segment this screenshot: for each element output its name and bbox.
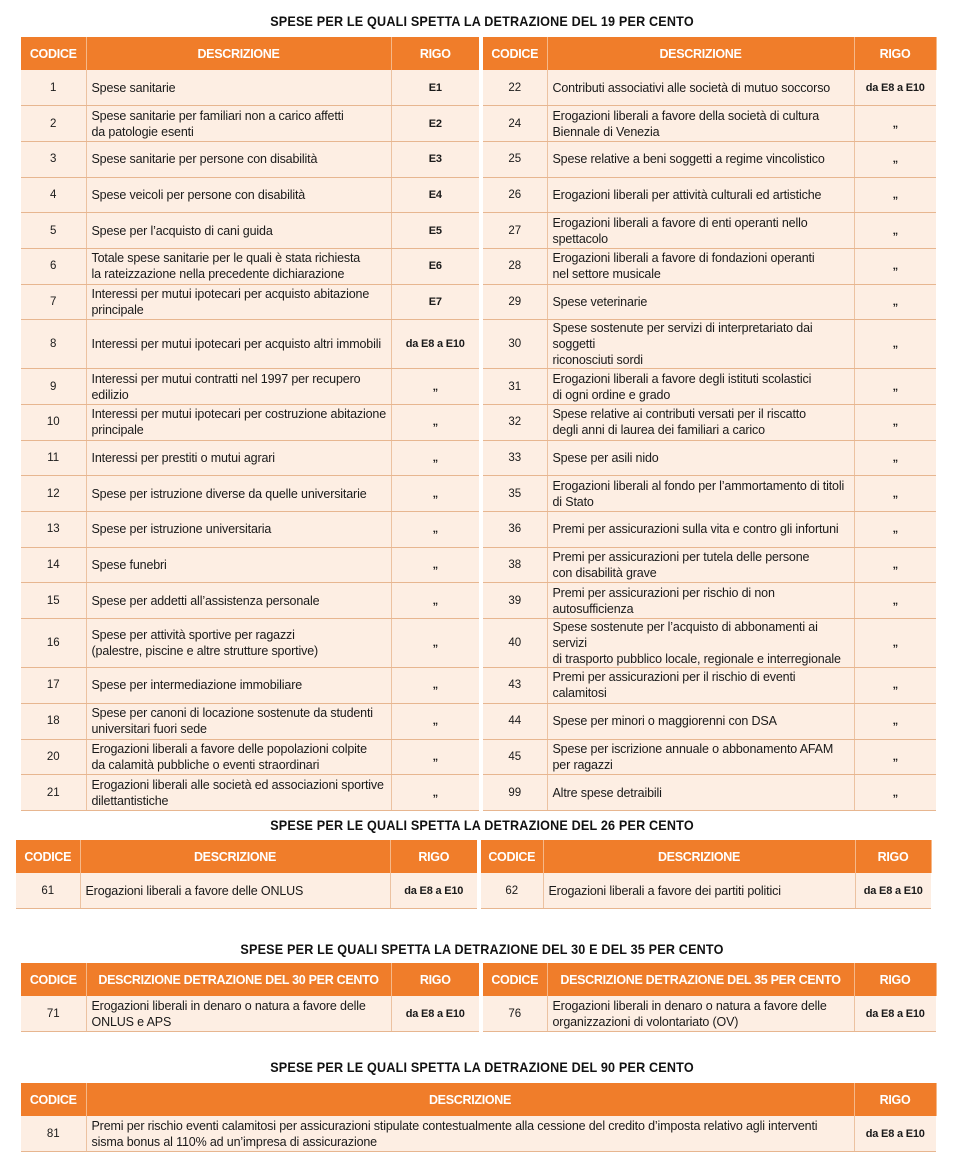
row-code: 43	[481, 668, 547, 704]
row-rigo: „	[391, 668, 481, 704]
table-row	[21, 1116, 936, 1152]
row-rigo: „	[854, 775, 936, 811]
header-descrizione: DESCRIZIONE	[86, 37, 391, 70]
desc-line: Spese per minori o maggiorenni con DSA	[552, 714, 777, 729]
row-code: 20	[21, 739, 86, 775]
desc-line: Spese sostenute per servizi di interpretariato dai soggetti	[552, 321, 813, 352]
desc-line: Spese per attività sportive per ragazzi	[91, 628, 295, 643]
row-code: 24	[481, 106, 547, 142]
header-descrizione: DESCRIZIONE	[80, 840, 390, 873]
row-rigo: „	[391, 405, 481, 441]
header-codice: CODICE	[481, 37, 547, 70]
table-row	[21, 668, 936, 704]
desc-line: (palestre, piscine e altre strutture sportive)	[91, 644, 319, 659]
row-code: 44	[481, 703, 547, 739]
desc-line: la rateizzazione nella precedente dichiarazione	[91, 267, 345, 282]
desc-line: Interessi per mutui ipotecari per acquisto altri immobili	[91, 337, 381, 352]
desc-line: universitari fuori sede	[91, 722, 207, 737]
row-code: 10	[21, 405, 86, 441]
row-description	[86, 1116, 854, 1152]
row-rigo: da E8 a E10	[854, 1116, 936, 1152]
row-code: 36	[481, 512, 547, 548]
row-description	[547, 547, 854, 583]
row-description	[547, 248, 854, 284]
row-rigo: „	[854, 405, 936, 441]
row-rigo: „	[854, 213, 936, 249]
desc-line: Interessi per mutui ipotecari per acquisto abitazione	[91, 286, 370, 301]
row-code: 26	[481, 177, 547, 213]
desc-line: Totale spese sanitarie per le quali è stata richiesta	[91, 251, 361, 266]
row-code: 39	[481, 583, 547, 619]
header-rigo: RIGO	[854, 37, 936, 70]
row-code: 29	[481, 284, 547, 320]
row-rigo: E5	[391, 213, 481, 249]
row-code: 71	[21, 996, 86, 1032]
desc-line: Premi per assicurazioni per il rischio di eventi calamitosi	[552, 670, 796, 701]
row-code: 33	[481, 440, 547, 476]
row-description	[86, 141, 391, 177]
row-code: 3	[21, 141, 86, 177]
table-row	[21, 213, 936, 249]
row-description: Erogazioni liberali a favore delle ONLUS	[80, 873, 390, 909]
desc-line: Premi per assicurazioni per tutela delle persone	[552, 550, 810, 565]
row-rigo: „	[854, 583, 936, 619]
header-descrizione-35: DESCRIZIONE DETRAZIONE DEL 35 PER CENTO	[547, 963, 854, 996]
desc-line: Erogazioni liberali in denaro o natura a favore delle	[91, 998, 366, 1013]
row-description	[86, 996, 391, 1032]
row-description	[547, 476, 854, 512]
row-description	[86, 547, 391, 583]
desc-line: Erogazioni liberali a favore della società di cultura	[552, 108, 820, 123]
row-description	[86, 619, 391, 668]
table-row	[21, 583, 936, 619]
desc-line: per ragazzi	[552, 757, 613, 772]
row-code: 61	[16, 873, 80, 909]
row-rigo: „	[854, 476, 936, 512]
row-code: 38	[481, 547, 547, 583]
row-description	[86, 106, 391, 142]
header-descrizione: DESCRIZIONE	[86, 1083, 854, 1116]
row-rigo: „	[854, 320, 936, 369]
row-rigo: „	[391, 440, 481, 476]
desc-line: Spese per istruzione diverse da quelle universitarie	[91, 486, 367, 501]
table-row	[21, 70, 936, 106]
row-code: 15	[21, 583, 86, 619]
desc-line: Interessi per prestiti o mutui agrari	[91, 451, 275, 466]
row-code: 99	[481, 775, 547, 811]
desc-line: Erogazioni liberali al fondo per l’ammortamento di titoli	[552, 478, 845, 493]
row-description	[547, 369, 854, 405]
section-90-title: SPESE PER LE QUALI SPETTA LA DETRAZIONE DEL 90 PER CENTO	[270, 1059, 694, 1075]
row-code: 28	[481, 248, 547, 284]
desc-line: dilettantistiche	[91, 793, 169, 808]
desc-line: Spese sanitarie per persone con disabilità	[91, 152, 318, 167]
row-code: 76	[481, 996, 547, 1032]
desc-line: Spese per asili nido	[552, 451, 659, 466]
row-rigo: „	[854, 248, 936, 284]
row-rigo: „	[391, 476, 481, 512]
desc-line: Erogazioni liberali alle società ed associazioni sportive	[91, 777, 384, 792]
table-90	[21, 1083, 937, 1152]
row-rigo: „	[391, 583, 481, 619]
desc-line: Spese per addetti all’assistenza personale	[91, 593, 320, 608]
row-description	[547, 619, 854, 668]
row-code: 25	[481, 141, 547, 177]
desc-line: Spese per intermediazione immobiliare	[91, 678, 303, 693]
row-rigo: da E8 a E10	[390, 873, 479, 909]
table-row	[21, 619, 936, 668]
row-code: 2	[21, 106, 86, 142]
desc-line: Spese veicoli per persone con disabilità	[91, 187, 306, 202]
section-30-35-title: SPESE PER LE QUALI SPETTA LA DETRAZIONE DEL 30 E DEL 35 PER CENTO	[240, 941, 724, 957]
section-19-title: SPESE PER LE QUALI SPETTA LA DETRAZIONE DEL 19 PER CENTO	[270, 13, 694, 29]
header-rigo: RIGO	[854, 963, 936, 996]
table-19	[21, 37, 937, 811]
desc-line: principale	[91, 302, 144, 317]
row-description	[86, 213, 391, 249]
row-rigo: da E8 a E10	[855, 873, 931, 909]
row-code: 16	[21, 619, 86, 668]
desc-line: principale	[91, 423, 144, 438]
row-rigo: „	[854, 177, 936, 213]
row-description	[86, 512, 391, 548]
table-row	[16, 873, 931, 909]
table-row	[21, 405, 936, 441]
row-rigo: „	[391, 775, 481, 811]
desc-line: Erogazioni liberali a favore di fondazioni operanti	[552, 251, 815, 266]
desc-line: Spese relative a beni soggetti a regime vincolistico	[552, 152, 825, 167]
row-code: 9	[21, 369, 86, 405]
row-rigo: „	[854, 739, 936, 775]
row-code: 13	[21, 512, 86, 548]
desc-line: da calamità pubbliche o eventi straordinari	[91, 757, 320, 772]
table-row	[21, 775, 936, 811]
row-rigo: E4	[391, 177, 481, 213]
row-description	[547, 703, 854, 739]
desc-line: Premi per assicurazioni sulla vita e contro gli infortuni	[552, 522, 839, 537]
row-description	[547, 440, 854, 476]
desc-line: Spese veterinarie	[552, 294, 648, 309]
row-code: 30	[481, 320, 547, 369]
row-description	[86, 476, 391, 512]
desc-line: Spese sanitarie per familiari non a carico affetti	[91, 108, 344, 123]
row-description	[547, 177, 854, 213]
row-description	[86, 70, 391, 106]
row-code: 18	[21, 703, 86, 739]
table-row	[21, 739, 936, 775]
header-rigo: RIGO	[855, 840, 931, 873]
row-rigo: „	[854, 284, 936, 320]
row-rigo: E6	[391, 248, 481, 284]
desc-line: di ogni ordine e grado	[552, 387, 671, 402]
table-row	[21, 512, 936, 548]
table-row	[21, 703, 936, 739]
desc-line: Spese per istruzione universitaria	[91, 522, 272, 537]
row-rigo: „	[391, 547, 481, 583]
header-rigo: RIGO	[390, 840, 479, 873]
row-rigo: E7	[391, 284, 481, 320]
header-codice: CODICE	[21, 1083, 86, 1116]
table-row	[21, 177, 936, 213]
desc-line: Interessi per mutui ipotecari per costruzione abitazione	[91, 407, 387, 422]
row-description	[547, 141, 854, 177]
row-description	[86, 177, 391, 213]
row-code: 22	[481, 70, 547, 106]
desc-line: di trasporto pubblico locale, regionale e interregionale	[552, 652, 841, 667]
desc-line: organizzazioni di volontariato (OV)	[552, 1014, 739, 1029]
row-rigo: „	[854, 440, 936, 476]
row-code: 32	[481, 405, 547, 441]
header-codice: CODICE	[479, 840, 543, 873]
header-codice: CODICE	[21, 37, 86, 70]
row-code: 35	[481, 476, 547, 512]
row-code: 6	[21, 248, 86, 284]
row-description	[547, 512, 854, 548]
row-description: Erogazioni liberali a favore dei partiti politici	[543, 873, 855, 909]
row-rigo: „	[854, 668, 936, 704]
table-row	[21, 996, 936, 1032]
row-code: 12	[21, 476, 86, 512]
row-description	[547, 996, 854, 1032]
row-description	[547, 106, 854, 142]
desc-line: Premi per assicurazioni per rischio di non autosufficienza	[552, 585, 775, 616]
row-rigo: „	[854, 619, 936, 668]
row-code: 27	[481, 213, 547, 249]
desc-line: Spese sostenute per l’acquisto di abbonamenti ai servizi	[552, 620, 818, 651]
row-rigo: „	[391, 369, 481, 405]
row-description	[547, 284, 854, 320]
row-code: 8	[21, 320, 86, 369]
row-code: 62	[479, 873, 543, 909]
header-codice: CODICE	[481, 963, 547, 996]
header-rigo: RIGO	[391, 963, 481, 996]
row-rigo: „	[854, 512, 936, 548]
row-description	[547, 668, 854, 704]
table-26	[16, 840, 932, 909]
row-rigo: „	[854, 703, 936, 739]
desc-line: degli anni di laurea dei familiari a carico	[552, 423, 765, 438]
row-description	[86, 320, 391, 369]
table-row	[21, 248, 936, 284]
desc-line: con disabilità grave	[552, 566, 657, 581]
header-descrizione-30: DESCRIZIONE DETRAZIONE DEL 30 PER CENTO	[86, 963, 391, 996]
desc-line: Premi per rischio eventi calamitosi per assicurazioni stipulate contestualmente alla cessione del credito d’imposta relativo agli interventi	[91, 1118, 818, 1133]
header-descrizione: DESCRIZIONE	[543, 840, 855, 873]
desc-line: ONLUS e APS	[91, 1014, 172, 1029]
row-rigo: „	[854, 106, 936, 142]
row-code: 17	[21, 668, 86, 704]
desc-line: Erogazioni liberali a favore di enti operanti nello spettacolo	[552, 215, 808, 246]
row-rigo: da E8 a E10	[854, 70, 936, 106]
row-description	[547, 405, 854, 441]
row-code: 31	[481, 369, 547, 405]
row-rigo: „	[391, 512, 481, 548]
desc-line: Contributi associativi alle società di mutuo soccorso	[552, 80, 831, 95]
row-code: 40	[481, 619, 547, 668]
header-codice: CODICE	[21, 963, 86, 996]
desc-line: Erogazioni liberali in denaro o natura a favore delle	[552, 998, 827, 1013]
desc-line: Altre spese detraibili	[552, 785, 662, 800]
desc-line: Spese sanitarie	[91, 80, 176, 95]
table-row	[21, 141, 936, 177]
header-rigo: RIGO	[391, 37, 481, 70]
desc-line: Spese relative ai contributi versati per il riscatto	[552, 407, 806, 422]
table-row	[21, 369, 936, 405]
desc-line: Spese per canoni di locazione sostenute da studenti	[91, 706, 373, 721]
row-rigo: da E8 a E10	[391, 996, 481, 1032]
table-row	[21, 547, 936, 583]
row-description	[86, 440, 391, 476]
table-30-35	[21, 963, 937, 1032]
row-description	[86, 284, 391, 320]
row-rigo: da E8 a E10	[854, 996, 936, 1032]
desc-line: da patologie esenti	[91, 124, 194, 139]
desc-line: nel settore musicale	[552, 267, 661, 282]
row-description	[86, 248, 391, 284]
row-description	[86, 703, 391, 739]
row-code: 21	[21, 775, 86, 811]
row-rigo: E2	[391, 106, 481, 142]
table-row	[21, 476, 936, 512]
desc-line: Spese funebri	[91, 558, 167, 573]
desc-line: Erogazioni liberali per attività culturali ed artistiche	[552, 187, 822, 202]
row-code: 45	[481, 739, 547, 775]
row-code: 1	[21, 70, 86, 106]
row-description	[86, 369, 391, 405]
table-row	[21, 284, 936, 320]
row-description	[547, 739, 854, 775]
header-descrizione: DESCRIZIONE	[547, 37, 854, 70]
row-description	[547, 320, 854, 369]
row-code: 5	[21, 213, 86, 249]
row-rigo: „	[391, 619, 481, 668]
row-code: 4	[21, 177, 86, 213]
desc-line: Erogazioni liberali a favore degli istituti scolastici	[552, 371, 812, 386]
row-description	[86, 668, 391, 704]
table-row	[21, 106, 936, 142]
header-codice: CODICE	[16, 840, 80, 873]
row-description	[547, 213, 854, 249]
row-code: 14	[21, 547, 86, 583]
row-code: 7	[21, 284, 86, 320]
header-rigo: RIGO	[854, 1083, 936, 1116]
row-rigo: „	[854, 369, 936, 405]
row-rigo: „	[854, 141, 936, 177]
row-rigo: „	[391, 703, 481, 739]
row-rigo: E1	[391, 70, 481, 106]
row-rigo: „	[854, 547, 936, 583]
row-rigo: E3	[391, 141, 481, 177]
row-code: 81	[21, 1116, 86, 1152]
row-description	[86, 583, 391, 619]
desc-line: sisma bonus al 110% ad un’impresa di assicurazione	[91, 1134, 377, 1149]
desc-line: di Stato	[552, 494, 594, 509]
desc-line: Spese per iscrizione annuale o abbonamento AFAM	[552, 741, 834, 756]
row-code: 11	[21, 440, 86, 476]
row-rigo: „	[391, 739, 481, 775]
row-rigo: da E8 a E10	[391, 320, 481, 369]
table-row	[21, 440, 936, 476]
row-description	[547, 70, 854, 106]
row-description	[86, 775, 391, 811]
table-row	[21, 320, 936, 369]
desc-line: Erogazioni liberali a favore delle popolazioni colpite	[91, 741, 367, 756]
row-description	[547, 583, 854, 619]
desc-line: Spese per l’acquisto di cani guida	[91, 223, 273, 238]
row-description	[547, 775, 854, 811]
row-description	[86, 739, 391, 775]
section-26-title: SPESE PER LE QUALI SPETTA LA DETRAZIONE DEL 26 PER CENTO	[270, 817, 694, 833]
row-description	[86, 405, 391, 441]
desc-line: Interessi per mutui contratti nel 1997 per recupero edilizio	[91, 371, 361, 402]
desc-line: Biennale di Venezia	[552, 124, 660, 139]
desc-line: riconosciuti sordi	[552, 353, 643, 368]
